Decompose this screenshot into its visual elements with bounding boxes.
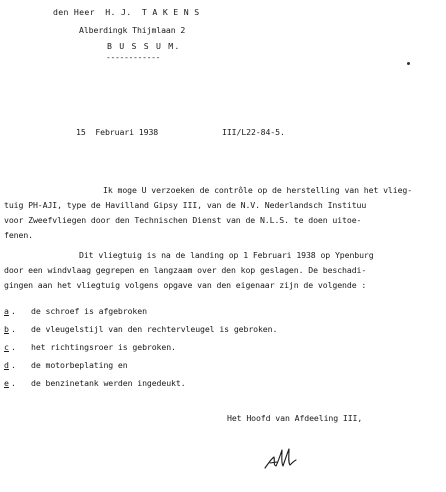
- handwritten-signature: [262, 444, 298, 472]
- address-underline: ------------: [106, 53, 161, 62]
- damage-item: [0, 324, 440, 334]
- damage-dot: .: [11, 342, 16, 352]
- letter-date: 15 Februari 1938: [76, 127, 159, 137]
- recipient-street: Alberdingk Thijmlaan 2: [79, 25, 186, 35]
- damage-dot: .: [11, 378, 16, 388]
- damage-text: de schroef is afgebroken: [31, 306, 147, 316]
- damage-dot: .: [11, 360, 16, 370]
- recipient-name: den Heer H. J. T A K E N S: [53, 7, 200, 17]
- paragraph-1-line-1: Ik moge U verzoeken de contrôle op de herstelling van het vlieg-: [103, 185, 413, 195]
- damage-text: de vleugelstijl van den rechtervleugel is gebroken.: [31, 324, 278, 334]
- paragraph-1-line-2: tuig PH-AJI, type de Havilland Gipsy III, van de N.V. Nederlandsch Instituu: [4, 200, 367, 210]
- paragraph-2-line-1: Dit vliegtuig is na de landing op 1 Februari 1938 op Ypenburg: [79, 250, 374, 260]
- damage-letter: e: [4, 378, 9, 388]
- paragraph-1-line-4: fenen.: [4, 230, 33, 240]
- damage-letter: b: [4, 324, 9, 334]
- damage-letter: c: [4, 342, 9, 352]
- ink-dot: [407, 62, 410, 65]
- damage-dot: .: [11, 306, 16, 316]
- damage-text: de motorbeplating en: [31, 360, 128, 370]
- damage-text: de benzinetank werden ingedeukt.: [31, 378, 186, 388]
- paragraph-1-line-3: voor Zweefvliegen door den Technischen Dienst van de N.L.S. te doen uitoe-: [4, 215, 362, 225]
- paragraph-2-line-3: gingen aan het vliegtuig volgens opgave van den eigenaar zijn de volgende :: [4, 280, 367, 290]
- damage-letter: a: [4, 306, 9, 316]
- damage-dot: .: [11, 324, 16, 334]
- damage-text: het richtingsroer is gebroken.: [31, 342, 176, 352]
- damage-item: [0, 360, 440, 370]
- damage-item: [0, 342, 440, 352]
- damage-letter: d: [4, 360, 9, 370]
- recipient-city: B U S S U M.: [107, 41, 181, 51]
- damage-item: [0, 306, 440, 316]
- paragraph-2-line-2: door een windvlaag gegrepen en langzaam over den kop geslagen. De beschadi-: [4, 265, 367, 275]
- damage-item: [0, 378, 440, 388]
- reference-number: III/L22-84-5.: [222, 127, 285, 137]
- signoff-line: Het Hoofd van Afdeeling III,: [227, 413, 363, 423]
